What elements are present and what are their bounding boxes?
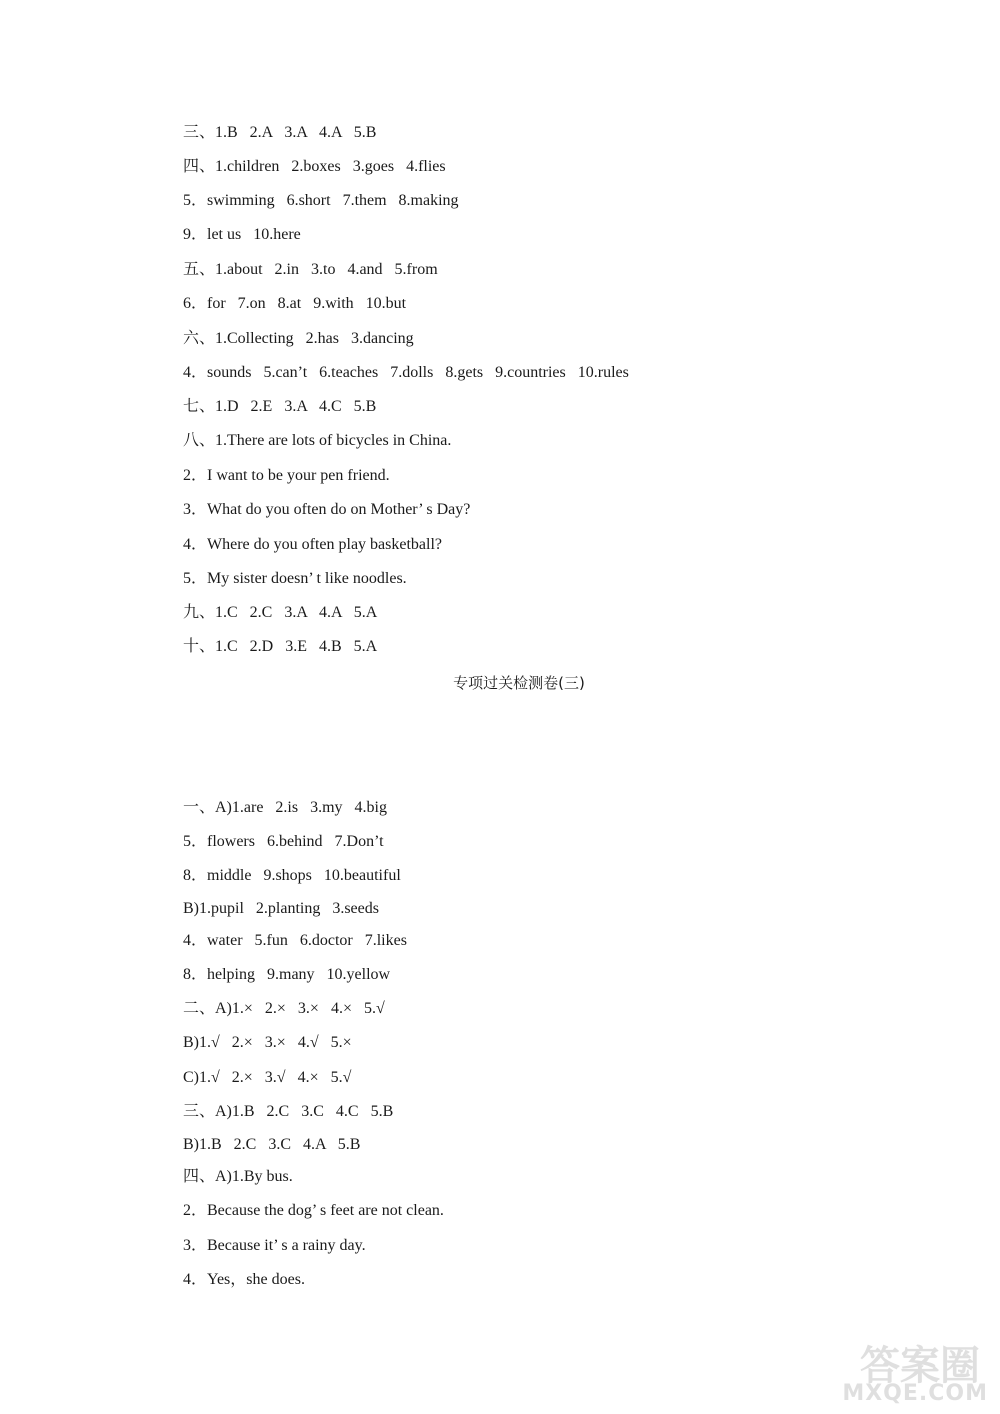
answer-line: 四、1.children 2.boxes 3.goes 4.flies [183, 158, 446, 175]
answer-line: 三、1.B 2.A 3.A 4.A 5.B [183, 124, 377, 141]
answer-line: B)1.B 2.C 3.C 4.A 5.B [183, 1136, 361, 1153]
watermark-logo: 答案圈 [860, 1343, 980, 1389]
answer-line: 4．water 5.fun 6.doctor 7.likes [183, 932, 407, 949]
answer-line: 5．My sister doesn’ t like noodles. [183, 570, 407, 587]
answer-line: 3．What do you often do on Mother’ s Day? [183, 501, 471, 518]
answer-line: 九、1.C 2.C 3.A 4.A 5.A [183, 604, 378, 621]
answer-line: 五、1.about 2.in 3.to 4.and 5.from [183, 261, 438, 278]
answer-line: 5．flowers 6.behind 7.Don’t [183, 833, 384, 850]
answer-line: 9．let us 10.here [183, 226, 301, 243]
answer-line: 一、A)1.are 2.is 3.my 4.big [183, 799, 387, 816]
watermark-site: MXQE.COM [842, 1381, 988, 1406]
answer-line: 4．Where do you often play basketball? [183, 536, 443, 553]
answer-line: 三、A)1.B 2.C 3.C 4.C 5.B [183, 1103, 394, 1120]
answer-line: 七、1.D 2.E 3.A 4.C 5.B [183, 398, 377, 415]
answer-line: 四、A)1.By bus. [183, 1168, 293, 1185]
answer-line: B)1.pupil 2.planting 3.seeds [183, 900, 379, 917]
answer-line: 八、1.There are lots of bicycles in China. [183, 432, 452, 449]
answer-line: 十、1.C 2.D 3.E 4.B 5.A [183, 638, 378, 655]
section-title: 专项过关检测卷(三) [453, 674, 585, 692]
answer-line: 5．swimming 6.short 7.them 8.making [183, 192, 459, 209]
answer-line: C)1.√ 2.× 3.√ 4.× 5.√ [183, 1069, 352, 1086]
answer-line: 六、1.Collecting 2.has 3.dancing [183, 330, 414, 347]
answer-line: 6．for 7.on 8.at 9.with 10.but [183, 295, 407, 312]
answer-line: 2．Because the dog’ s feet are not clean. [183, 1202, 444, 1219]
watermark [788, 1334, 988, 1406]
answer-line: B)1.√ 2.× 3.× 4.√ 5.× [183, 1034, 352, 1051]
answer-line: 4．Yes，she does. [183, 1271, 305, 1288]
answer-line: 4．sounds 5.can’t 6.teaches 7.dolls 8.gets 9.countries 10.rules [183, 364, 629, 381]
answer-line: 8．helping 9.many 10.yellow [183, 966, 391, 983]
answer-line: 3．Because it’ s a rainy day. [183, 1237, 366, 1254]
answer-line: 二、A)1.× 2.× 3.× 4.× 5.√ [183, 1000, 385, 1017]
answer-line: 8．middle 9.shops 10.beautiful [183, 867, 401, 884]
answer-line: 2．I want to be your pen friend. [183, 467, 390, 484]
